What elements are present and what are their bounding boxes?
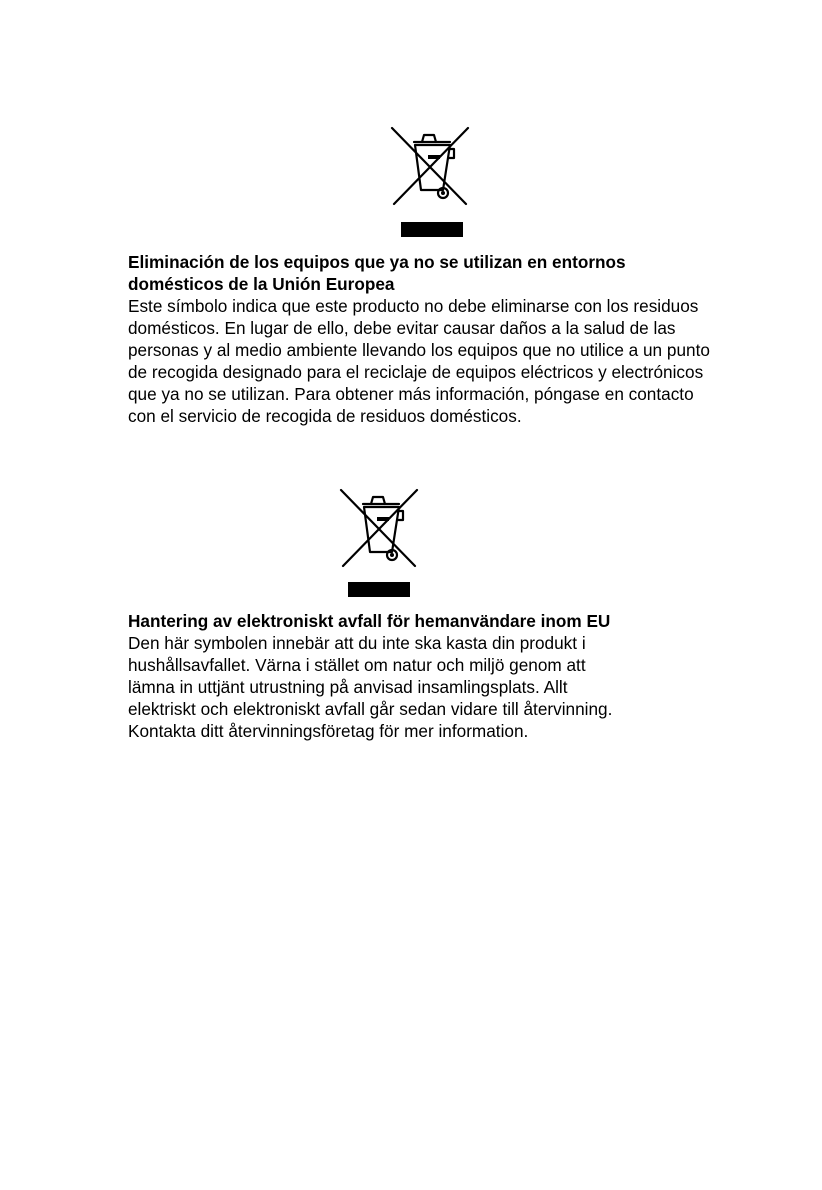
body-line: Kontakta ditt återvinningsföretag för mer information.	[128, 721, 529, 741]
body-line: que ya no se utilizan. Para obtener más información, póngase en contacto	[128, 384, 694, 404]
section-body	[128, 632, 768, 742]
body-line: con el servicio de recogida de residuos domésticos.	[128, 406, 522, 426]
section-body	[128, 295, 768, 427]
heading-line: domésticos de la Unión Europea	[128, 274, 395, 294]
heading-line: Eliminación de los equipos que ya no se utilizan en entornos	[128, 252, 626, 272]
crossed-out-wheelie-bin-icon	[337, 484, 421, 602]
body-line: Den här symbolen innebär att du inte ska kasta din produkt i	[128, 633, 586, 653]
body-line: domésticos. En lugar de ello, debe evitar causar daños a la salud de las	[128, 318, 676, 338]
body-line: Este símbolo indica que este producto no debe eliminarse con los residuos	[128, 296, 699, 316]
section-heading	[128, 610, 768, 632]
body-line: de recogida designado para el reciclaje de equipos eléctricos y electrónicos	[128, 362, 704, 382]
body-line: hushållsavfallet. Värna i stället om natur och miljö genom att	[128, 655, 586, 675]
body-line: elektriskt och elektroniskt avfall går sedan vidare till återvinning.	[128, 699, 613, 719]
crossed-out-wheelie-bin-icon	[388, 122, 472, 240]
body-line: lämna in uttjänt utrustning på anvisad insamlingsplats. Allt	[128, 677, 568, 697]
heading-line: Hantering av elektroniskt avfall för hemanvändare inom EU	[128, 611, 611, 631]
eu-disposal-section-sv	[128, 610, 768, 742]
body-line: personas y al medio ambiente llevando los equipos que no utilice a un punto	[128, 340, 710, 360]
eu-disposal-section-es	[128, 251, 768, 427]
section-heading	[128, 251, 768, 295]
